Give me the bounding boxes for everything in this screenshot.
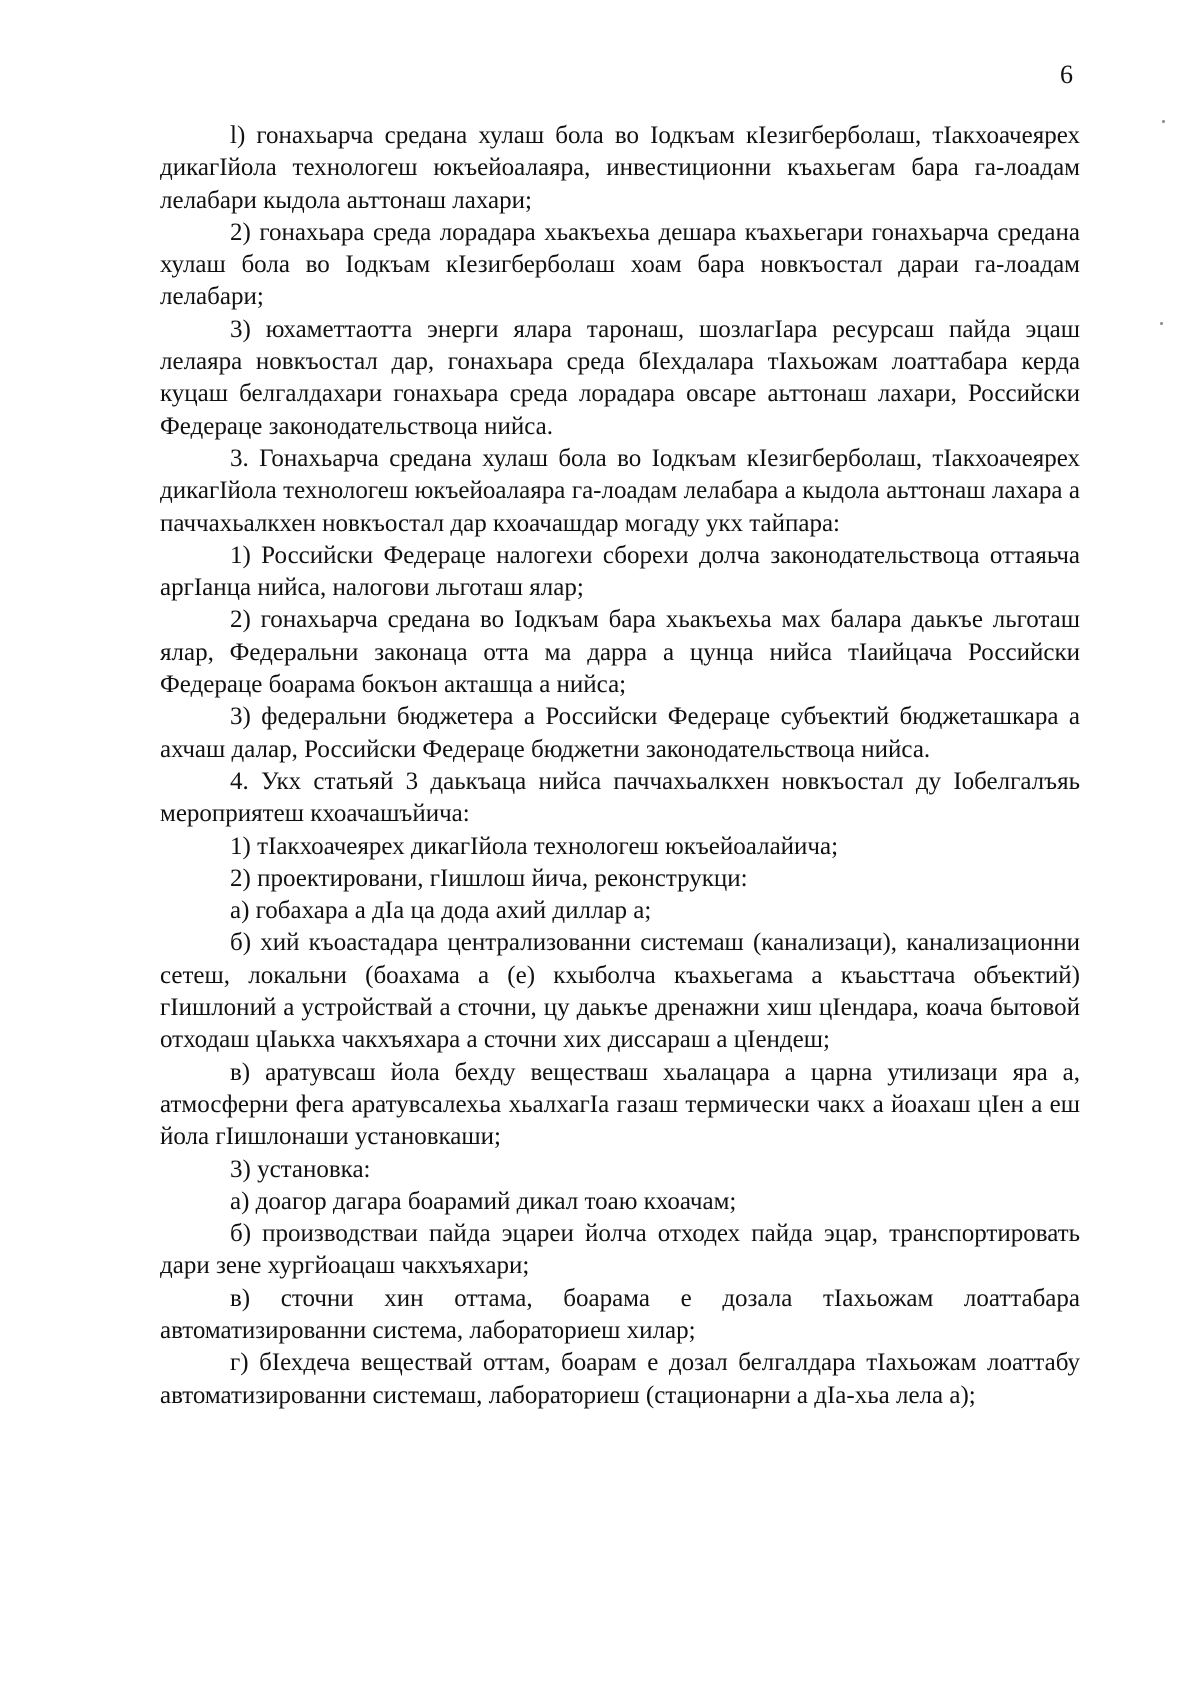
paragraph-3-3: 3) федеральни бюджетера а Российски Федераце субъектий бюджеташкара а ахчаш далар, Российски Федераце бюджетни законодательствоца нийса. bbox=[160, 703, 1080, 763]
paragraph-4-3: 3) установка: bbox=[230, 1155, 371, 1183]
document-body bbox=[160, 120, 1080, 1412]
scan-speck bbox=[1162, 120, 1165, 123]
paragraph-2-2: 2) гонахьара среда лорадара хьакъехьа дешара къахьегари гонахьарча средана хулаш бола во Iодкъам кIезигберболаш хоам бара новкъостал дараи га-лоадам лелабари; bbox=[160, 218, 1080, 311]
paragraph-4-3-g: г) бIехдеча веществай оттам, боарам е дозал белгалдара тIахьожам лоаттабу автоматизированни системаш, лабораториеш (стационарни а дIа-хьа лела а); bbox=[160, 1349, 1080, 1409]
paragraph-4-2: 2) проектировани, гIишлош йича, реконструкци: bbox=[230, 864, 748, 892]
paragraph-4-3-a: а) доагор дагара боарамий дикал тоаю кхоачам; bbox=[230, 1187, 737, 1215]
page-number: 6 bbox=[1060, 60, 1073, 89]
paragraph-4-3-v: в) сточни хин оттама, боарама е дозала тIахьожам лоаттабара автоматизированни система, лабораториеш хилар; bbox=[160, 1284, 1080, 1344]
paragraph-2-1: l) гонахьарча средана хулаш бола во Iодкъам кIезигберболаш, тIакхоачеярех дикагIйола технологеш юкъейоалаяра, инвестиционни къахьегам бара га-лоадам лелабари кыдола аьттонаш лахари; bbox=[160, 122, 1080, 214]
paragraph-4-1: 1) тIакхоачеярех дикагIйола технологеш юкъейоалайича; bbox=[230, 832, 839, 860]
section-3-heading-paragraph: 3. Гонахьарча средана хулаш бола во Iодкъам кIезигберболаш, тIакхоачеярех дикагIйола технологеш юкъейоалаяра га-лоадам лелабара а кыдола аьттонаш лахара а паччахьалкхен новкъостал дар кхоачашдар могаду укх тайпара: bbox=[160, 444, 1080, 537]
paragraph-3-1: 1) Российски Федераце налогехи сборехи долча законодательствоца оттаяьча аргIанца нийса, налогови льготаш ялар; bbox=[160, 541, 1080, 602]
paragraph-4-2-b: б) хий къоастадара централизованни системаш (канализаци), канализационни сетеш, локальни (боахама а (е) кхыболча къахьегама а къаьсттача объектий) гIишлоний а устройствай а сточни, цу даькъе дренажни хиш цIендара, коача бытовой отходаш цIаькха чакхъяхара а сточни хих диссараш а цIендеш; bbox=[160, 929, 1080, 1054]
paragraph-4-2-v: в) аратувсаш йола бехду веществаш хьалацара а царна утилизаци яра а, атмосферни фега аратувсалехьа хьалхагIа газаш термически чакх а йоахаш цIен а еш йола гIишлонаши установкаши; bbox=[160, 1058, 1080, 1151]
section-4-heading-paragraph: 4. Укх статьяй 3 даькъаца нийса паччахьалкхен новкъостал ду Iобелгалъяь мероприятеш кхоачашъйича: bbox=[160, 767, 1080, 828]
paragraph-2-3: 3) юхаметтаотта энерги ялара таронаш, шозлагIара ресурсаш пайда эцаш лелаяра новкъостал дар, гонахьара среда бIехдалара тIахьожам лоаттабара керда куцаш белгалдахари гонахьара среда лорадара овсаре аьттонаш лахари, Российски Федераце законодательствоца нийса. bbox=[160, 315, 1080, 440]
paragraph-3-2: 2) гонахьарча средана во Iодкъам бара хьакъехьа мах балара даькъе льготаш ялар, Федеральни законаца отта ма дарра а цунца нийса тIаийцача Российски Федераце боарама бокъон акташца а нийса; bbox=[160, 606, 1080, 699]
paragraph-4-2-a: а) гобахара а дIа ца дода ахий диллар а; bbox=[230, 897, 652, 925]
scan-speck bbox=[1160, 322, 1163, 325]
paragraph-4-3-b: б) производстваи пайда эцареи йолча отходех пайда эцар, транспортировать дари зене хургйоацаш чакхъяхари; bbox=[160, 1220, 1080, 1280]
